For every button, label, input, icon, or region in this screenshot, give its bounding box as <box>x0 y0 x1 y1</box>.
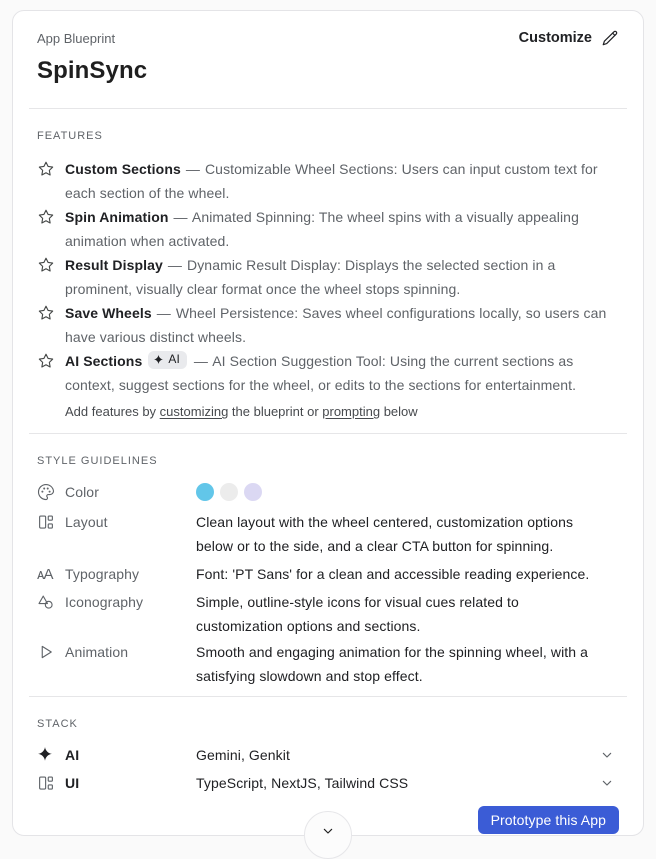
feature-text <box>65 157 619 205</box>
ai-badge-label: AI <box>168 352 180 366</box>
stack-row-label: AI <box>65 747 80 763</box>
app-title: SpinSync <box>37 57 148 84</box>
style-row-value: Smooth and engaging animation for the spinning wheel, with a satisfying slowdown and stop effect. <box>196 644 589 684</box>
prototype-this-app-button[interactable]: Prototype this App <box>478 806 619 834</box>
layout-grid-icon <box>37 510 65 531</box>
color-swatch-background <box>220 483 238 501</box>
style-row-label: Iconography <box>65 594 144 610</box>
feature-text <box>65 301 619 349</box>
eyebrow-label: App Blueprint <box>37 30 116 46</box>
palette-icon <box>37 480 65 501</box>
feature-row-save-wheels <box>37 301 619 349</box>
scroll-more-button[interactable] <box>304 811 352 859</box>
stack-row-ui[interactable] <box>37 771 619 795</box>
stack-row-label: UI <box>65 775 80 791</box>
style-row-iconography <box>37 590 619 638</box>
footnote-text: Add features by <box>65 404 160 419</box>
feature-row-ai-sections <box>37 349 619 397</box>
star-outline-icon <box>37 349 65 397</box>
feature-description: Wheel Persistence: Saves wheel configurations locally, so users can have various distinct wheels. <box>65 305 607 345</box>
feature-row-result-display <box>37 253 619 301</box>
play-outline-icon <box>37 640 65 661</box>
typography-icon: ᴀA <box>37 566 53 583</box>
dash-separator: — <box>193 353 208 369</box>
add-features-footnote <box>65 403 619 421</box>
style-row-value: Simple, outline-style icons for visual cues related to customization options and sections. <box>196 594 519 634</box>
color-swatch-primary <box>196 483 214 501</box>
style-row-value: Font: 'PT Sans' for a clean and accessible reading experience. <box>196 566 590 582</box>
feature-row-spin-animation <box>37 205 619 253</box>
customize-button-label: Customize <box>518 30 592 46</box>
style-row-label: Layout <box>65 514 108 530</box>
layout-grid-icon <box>37 771 65 792</box>
feature-name: AI Sections <box>65 353 143 369</box>
stack-row-value: TypeScript, NextJS, Tailwind CSS <box>196 775 409 791</box>
chevron-down-icon <box>320 823 336 858</box>
dash-separator: — <box>185 161 200 177</box>
feature-name: Spin Animation <box>65 209 169 225</box>
stack-heading: STACK <box>37 718 78 730</box>
divider <box>29 433 627 434</box>
divider <box>29 108 627 109</box>
ai-badge <box>148 351 187 369</box>
feature-name: Result Display <box>65 257 163 273</box>
style-row-value: Clean layout with the wheel centered, customization options below or to the side, and a clear CTA button for spinning. <box>196 514 574 554</box>
feature-text <box>65 349 619 397</box>
star-outline-icon <box>37 253 65 301</box>
feature-description: Animated Spinning: The wheel spins with a visually appealing animation when activated. <box>65 209 579 249</box>
star-outline-icon <box>37 157 65 205</box>
style-row-color <box>37 480 619 504</box>
customize-button[interactable] <box>519 29 619 47</box>
feature-text <box>65 253 619 301</box>
feature-name: Save Wheels <box>65 305 152 321</box>
dash-separator: — <box>167 257 182 273</box>
stack-row-ai[interactable] <box>37 743 619 767</box>
feature-name: Custom Sections <box>65 161 181 177</box>
pencil-icon <box>601 29 619 47</box>
dash-separator: — <box>156 305 171 321</box>
style-row-animation <box>37 640 619 688</box>
color-swatch-accent <box>244 483 262 501</box>
style-row-label: Color <box>65 484 99 500</box>
style-row-layout <box>37 510 619 558</box>
feature-list <box>37 157 619 421</box>
sparkle-icon <box>153 354 164 365</box>
footnote-text: below <box>380 404 418 419</box>
dash-separator: — <box>173 209 188 225</box>
customizing-link[interactable]: customizing <box>159 404 229 419</box>
divider <box>29 696 627 697</box>
style-row-label: Typography <box>65 566 140 582</box>
style-row-typography <box>37 562 619 586</box>
prompting-link[interactable]: prompting <box>322 404 381 419</box>
shapes-icon <box>37 590 65 611</box>
star-outline-icon <box>37 205 65 253</box>
star-outline-icon <box>37 301 65 349</box>
footnote-text: the blueprint or <box>228 404 323 419</box>
app-blueprint-card <box>12 10 644 836</box>
card-header <box>37 29 619 47</box>
feature-text <box>65 205 619 253</box>
feature-description: Customizable Wheel Sections: Users can input custom text for each section of the wheel. <box>65 161 598 201</box>
feature-description: AI Section Suggestion Tool: Using the current sections as context, suggest sections for the wheel, or edits to the sections for entertainment. <box>65 353 577 393</box>
features-heading: FEATURES <box>37 130 103 142</box>
color-swatches <box>196 480 599 501</box>
style-guidelines-heading: STYLE GUIDELINES <box>37 455 158 467</box>
feature-description: Dynamic Result Display: Displays the selected section in a prominent, visually clear format once the wheel stops spinning. <box>65 257 556 297</box>
stack-row-value: Gemini, Genkit <box>196 747 290 763</box>
sparkle-icon <box>37 743 65 762</box>
feature-row-custom-sections <box>37 157 619 205</box>
chevron-down-icon[interactable] <box>599 743 619 763</box>
chevron-down-icon[interactable] <box>599 771 619 791</box>
style-row-label: Animation <box>65 644 129 660</box>
